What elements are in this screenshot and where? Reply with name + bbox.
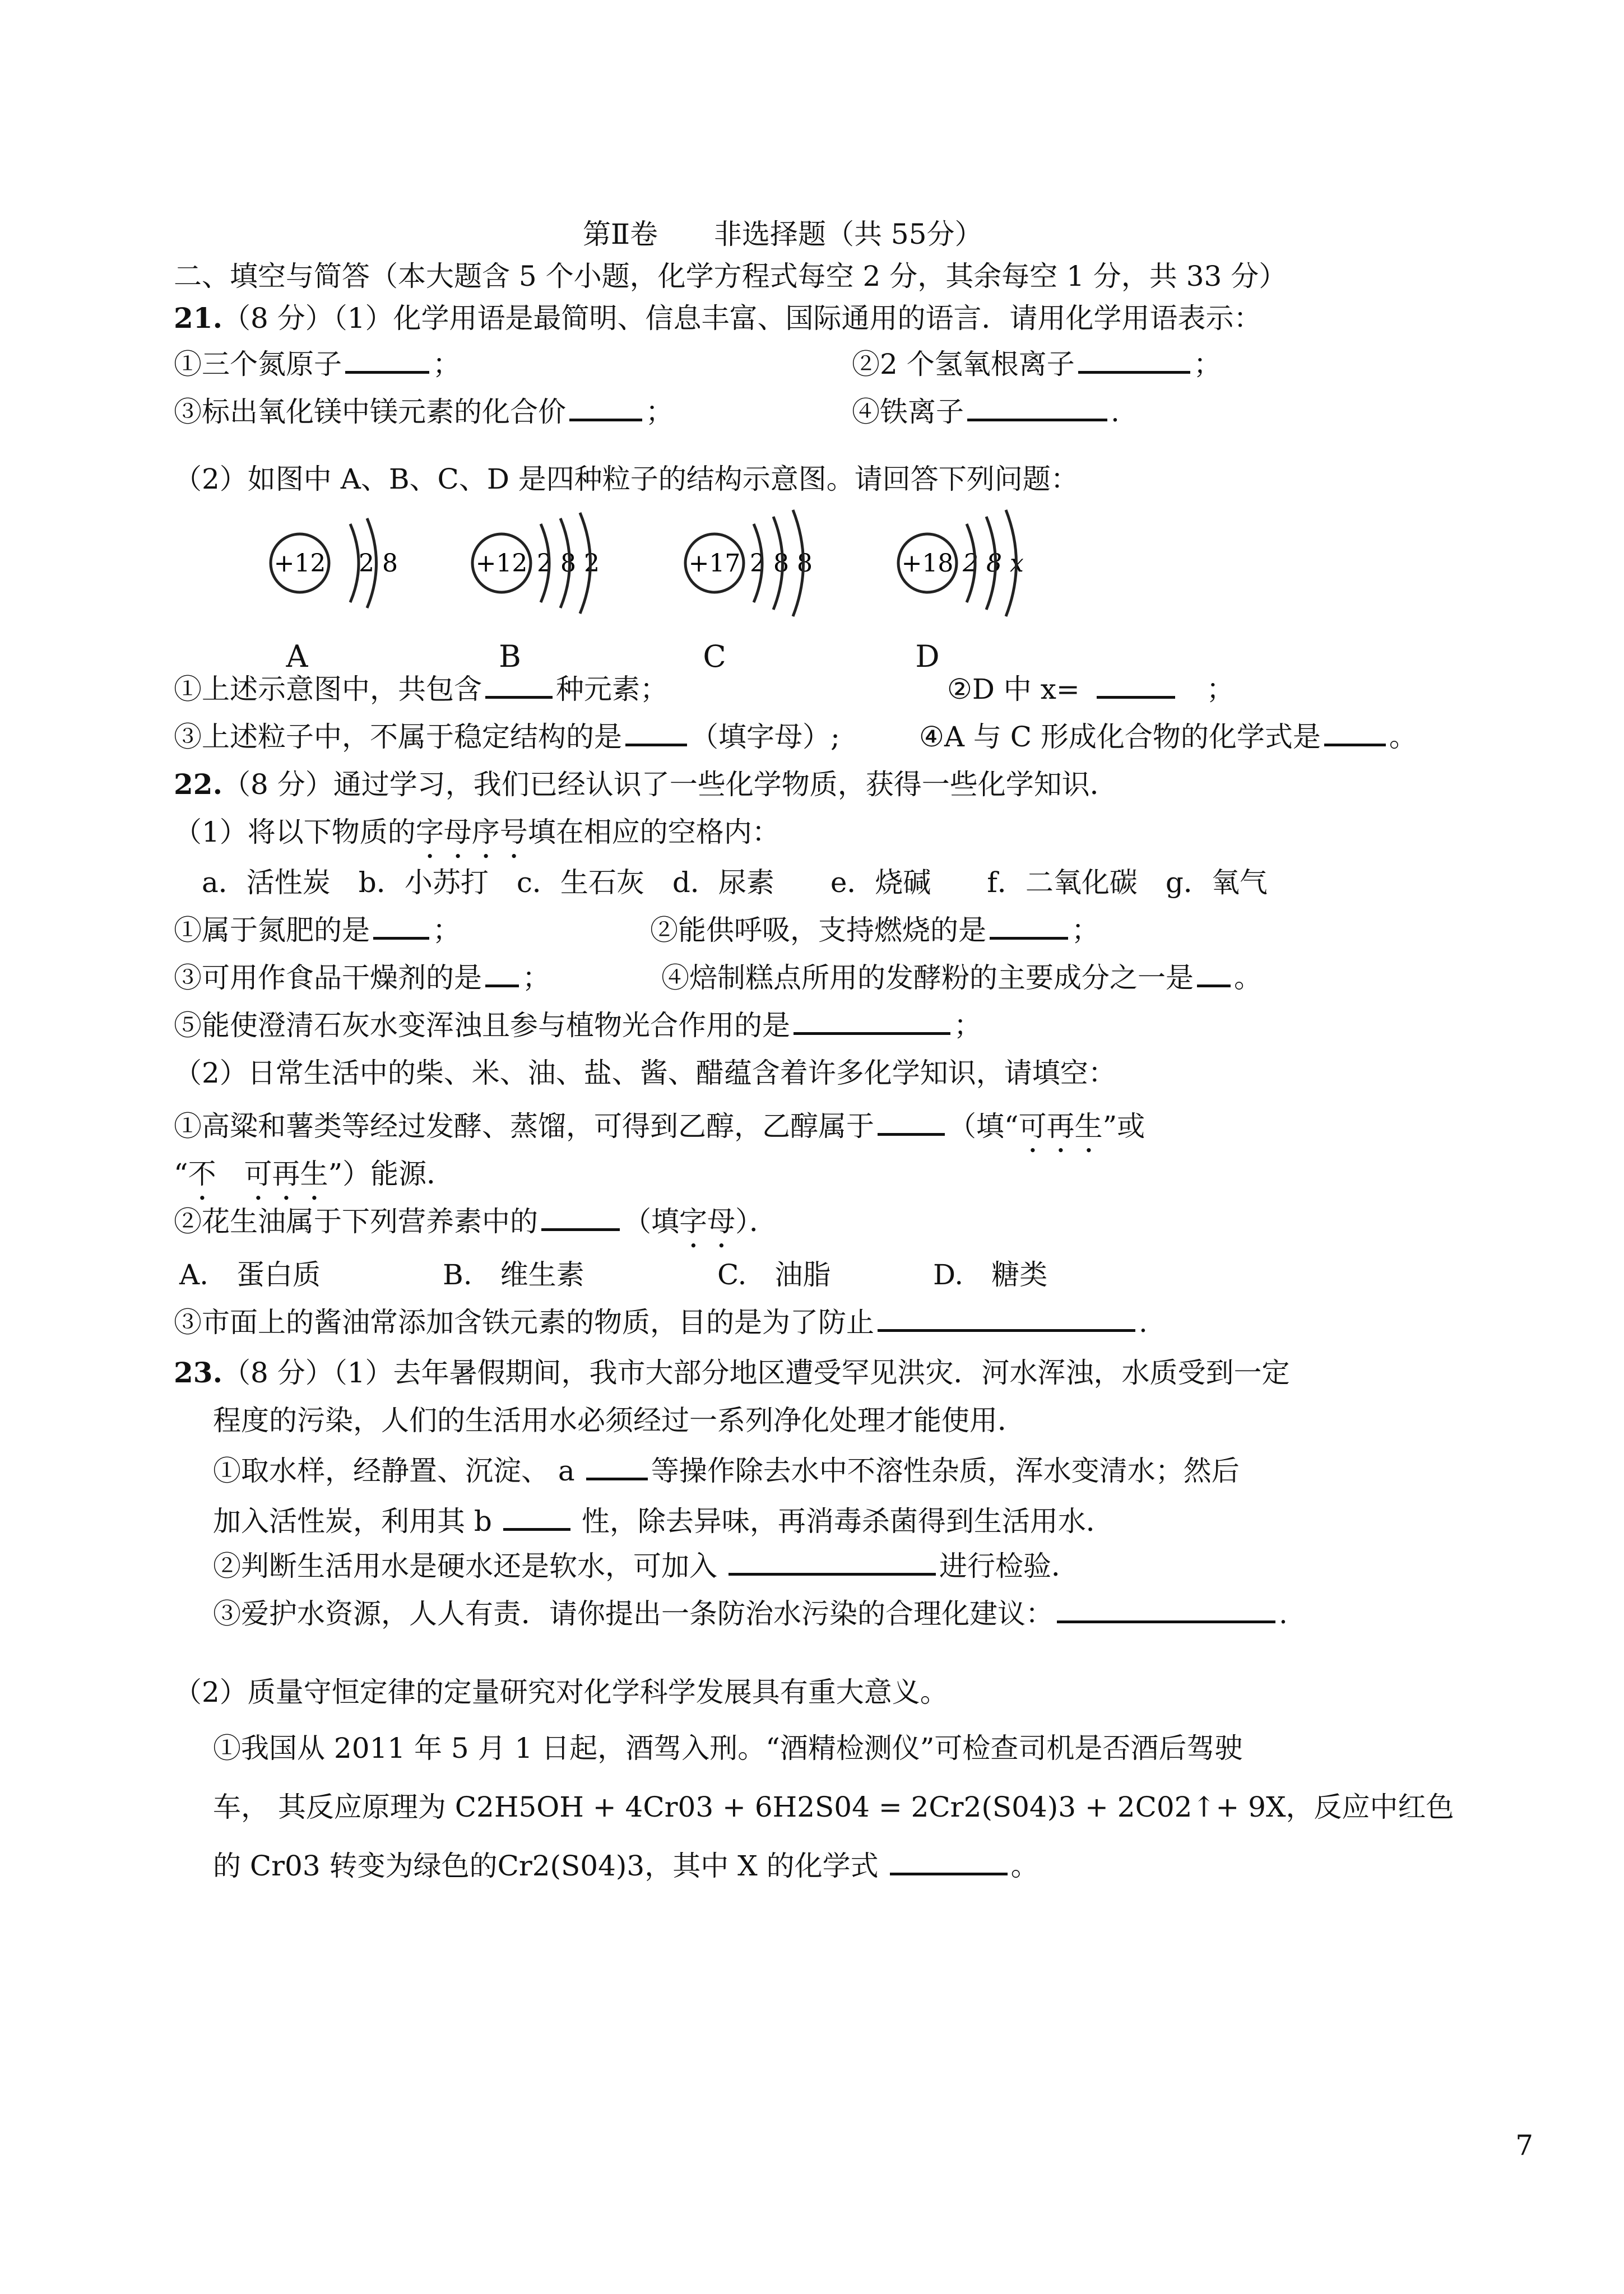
- q22-intro-text: （8 分）通过学习，我们已经认识了一些化学物质，获得一些化学知识．: [222, 768, 1118, 801]
- atom-b-label: B: [499, 639, 521, 674]
- q23-item-2-a: ②判断生活用水是硬水还是软水，可加入: [213, 1550, 717, 1582]
- q23-intro-text: （8 分）（1）去年暑假期间，我市大部分地区遭受罕见洪灾．河水浑浊，水质受到一定: [222, 1357, 1290, 1389]
- q21-part2-intro: （2）如图中 A、B、C、D 是四种粒子的结构示意图。请回答下列问题：: [174, 463, 1079, 495]
- q22-item-2-text: ②能供呼吸，支持燃烧的是: [650, 914, 986, 946]
- q23-item-1-cont: [213, 1502, 1114, 1541]
- q21-sub-2: ②D 中 x= ；: [947, 670, 1235, 709]
- answer-blank[interactable]: [485, 670, 553, 699]
- q21-item-2-text: ②2 个氢氧根离子: [852, 348, 1075, 380]
- answer-blank[interactable]: [1057, 1595, 1275, 1623]
- atom-diagram-d: [874, 493, 1110, 672]
- q22-part2-item-2: [174, 1202, 777, 1254]
- atom-d-label: D: [915, 639, 940, 674]
- q23-item-1-c: 加入活性炭，利用其 b: [213, 1505, 492, 1538]
- q21-sub-4-text: ④A 与 C 形成化合物的化学式是: [919, 721, 1321, 753]
- atom-c-label: C: [703, 639, 726, 674]
- q21-item-3: ③标出氧化镁中镁元素的化合价 ；: [174, 392, 674, 431]
- q23-item-1-a: ①取水样，经静置、沉淀、 a: [213, 1455, 575, 1487]
- q22-part2-item-3: ③市面上的酱油常添加含铁元素的物质，目的是为了防止 .: [174, 1303, 1148, 1342]
- q23-part2-item-1: ①我国从 2011 年 5 月 1 日起，酒驾入刑。“酒精检测仪”可检查司机是否酒后驾驶: [213, 1732, 1243, 1764]
- q22-nutrient-b: B. 维生素: [443, 1259, 584, 1291]
- q21-sub-3-text: ③上述粒子中，不属于稳定结构的是: [174, 721, 622, 753]
- q23-part2: （2）质量守恒定律的定量研究对化学科学发展具有重大意义。: [174, 1676, 948, 1708]
- page-number: 7: [1515, 2129, 1533, 2162]
- q23-part2-item-1-equation: 车， 其反应原理为 C2H5OH + 4Cr03 + 6H2S04 = 2Cr2(S04)3 + 2C02↑+ 9X，反应中红色: [213, 1791, 1454, 1823]
- atom-b-svg: [448, 499, 684, 628]
- q22-item-4-text: ④焙制糕点所用的发酵粉的主要成分之一是: [661, 962, 1194, 994]
- section-title: 第Ⅱ卷 非选择题（共 55分）: [583, 218, 983, 250]
- q21-sub-1-text: ①上述示意图中，共包含: [174, 673, 482, 705]
- q22-item-3: ③可用作食品干燥剂的是 ；: [174, 958, 550, 997]
- q22-part2-item-1-a: ①高粱和薯类等经过发酵、蒸馏，可得到乙醇，乙醇属于: [174, 1110, 874, 1143]
- q22-item-1-text: ①属于氮肥的是: [174, 914, 370, 946]
- answer-blank[interactable]: [967, 393, 1107, 421]
- q21-intro: [174, 299, 1262, 338]
- q21-item-1-text: ①三个氮原子: [174, 348, 342, 380]
- q21-item-3-text: ③标出氧化镁中镁元素的化合价: [174, 396, 566, 428]
- q22-item-3-text: ③可用作食品干燥剂的是: [174, 962, 482, 994]
- q21-sub-2-text: ②D 中 x=: [947, 673, 1080, 705]
- atom-a-label: A: [286, 639, 308, 674]
- q22-part2-item-3-text: ③市面上的酱油常添加含铁元素的物质，目的是为了防止: [174, 1306, 874, 1339]
- atom-a-svg: [247, 499, 482, 628]
- q22-part2-item-2-em: 字母: [679, 1205, 735, 1238]
- answer-blank[interactable]: [625, 718, 687, 746]
- q23-item-1-b: 等操作除去水中不溶性杂质，浑水变清水；然后: [651, 1455, 1240, 1487]
- answer-blank[interactable]: [503, 1502, 570, 1531]
- q22-part1: [174, 812, 780, 865]
- answer-blank[interactable]: [345, 345, 429, 374]
- q22-item-4: ④焙制糕点所用的发酵粉的主要成分之一是 。: [661, 958, 1262, 997]
- atom-c-svg: [661, 493, 897, 628]
- q23-intro: [174, 1353, 1290, 1392]
- atom-diagram-a: [247, 499, 482, 678]
- q22-nutrient-d: D. 糖类: [933, 1259, 1048, 1291]
- atom-b-shells: 2 8 2: [537, 549, 600, 578]
- q21-intro-text: （8 分）（1）化学用语是最简明、信息丰富、国际通用的语言．请用化学用语表示：: [222, 302, 1262, 335]
- answer-blank[interactable]: [878, 1107, 945, 1136]
- answer-blank[interactable]: [541, 1202, 620, 1231]
- q22-part2-item-1-b: （填“: [948, 1110, 1019, 1143]
- atom-diagram-c: [661, 493, 897, 672]
- q22-part2-item-1-cont: [174, 1154, 454, 1206]
- atom-d-shells: 2 8 x: [963, 549, 1024, 578]
- q22-item-5: ⑤能使澄清石灰水变浑浊且参与植物光合作用的是 ；: [174, 1006, 982, 1045]
- part-title: 二、填空与简答（本大题含 5 个小题，化学方程式每空 2 分，其余每空 1 分，共 33 分）: [174, 260, 1287, 292]
- q23-number: 23.: [174, 1356, 222, 1389]
- q22-intro: [174, 765, 1118, 804]
- atom-d-svg: [874, 493, 1110, 628]
- answer-blank[interactable]: [373, 911, 429, 940]
- q22-nutrient-c: C. 油脂: [717, 1259, 831, 1291]
- q23-item-3: ③爱护水资源，人人有责．请你提出一条防治水污染的合理化建议： .: [213, 1594, 1288, 1633]
- q21-item-4-text: ④铁离子: [852, 396, 964, 428]
- q22-item-5-text: ⑤能使澄清石灰水变浑浊且参与植物光合作用的是: [174, 1009, 790, 1042]
- q22-part2-item-2-c: ）．: [735, 1205, 777, 1238]
- q22-part2-item-1: [174, 1107, 1145, 1159]
- q23-item-3-text: ③爱护水资源，人人有责．请你提出一条防治水污染的合理化建议：: [213, 1598, 1054, 1630]
- answer-blank[interactable]: [794, 1006, 950, 1035]
- q22-part2-item-1-d: “: [174, 1158, 188, 1190]
- atom-a-shells: 2 8: [359, 549, 398, 578]
- answer-blank[interactable]: [1097, 670, 1175, 699]
- q22-number: 22.: [174, 768, 222, 801]
- q22-item-2: ②能供呼吸，支持燃烧的是 ；: [650, 911, 1099, 950]
- q22-part2-item-2-b: （填: [623, 1205, 679, 1238]
- q21-number: 21.: [174, 301, 222, 335]
- q21-sub-1-tail: 种元素；: [556, 673, 668, 705]
- q22-part1-emphasis: 字母序号: [415, 816, 528, 848]
- q23-item-2: [213, 1547, 1079, 1586]
- q22-nutrient-a: A. 蛋白质: [179, 1259, 321, 1291]
- atom-c-shells: 2 8 8: [750, 549, 813, 578]
- q21-sub-3-tail: （填字母）;: [690, 721, 840, 753]
- answer-blank[interactable]: [1324, 718, 1386, 746]
- answer-blank[interactable]: [485, 959, 519, 987]
- q23-item-2-b: 进行检验．: [939, 1550, 1079, 1582]
- answer-blank[interactable]: [1197, 959, 1231, 987]
- q22-item-1: ①属于氮肥的是 ；: [174, 911, 461, 950]
- q23-part2-item-1-c: 的 Cr03 转变为绿色的Cr2(S04)3，其中 X 的化学式: [213, 1850, 879, 1882]
- q22-part2-item-1-em2: 不 可再生: [188, 1158, 328, 1190]
- q22-part2-item-1-em: 可再生: [1018, 1110, 1103, 1143]
- atom-c-nucleus: +17: [688, 549, 741, 578]
- q23-intro-cont: 程度的污染，人们的生活用水必须经过一系列净化处理才能使用．: [213, 1404, 1026, 1437]
- answer-blank[interactable]: [729, 1547, 936, 1576]
- q22-part2-item-1-c: ”或: [1102, 1110, 1145, 1143]
- q21-sub-3: [174, 717, 840, 756]
- answer-blank[interactable]: [1078, 345, 1190, 374]
- q21-sub-4: ④A 与 C 形成化合物的化学式是 。: [919, 717, 1417, 756]
- q22-part1-a: （1）将以下物质的: [174, 816, 416, 848]
- atom-diagram-b: [448, 499, 684, 678]
- q23-item-1-d: 性，除去异味，再消毒杀菌得到生活用水．: [581, 1505, 1114, 1538]
- answer-blank[interactable]: [569, 393, 642, 421]
- q22-part2: （2）日常生活中的柴、米、油、盐、酱、醋蕴含着许多化学知识，请填空：: [174, 1057, 1116, 1089]
- q21-sub-1: [174, 670, 668, 709]
- answer-blank[interactable]: [878, 1303, 1135, 1332]
- atom-a-nucleus: +12: [273, 549, 326, 578]
- atom-d-nucleus: +18: [901, 549, 954, 578]
- answer-blank[interactable]: [890, 1847, 1008, 1875]
- q22-part1-b: 填在相应的空格内：: [527, 816, 780, 848]
- atom-b-nucleus: +12: [475, 549, 528, 578]
- q22-options: a．活性炭 b．小苏打 c．生石灰 d．尿素 e．烧碱 f．二氧化碳 g．氧气: [202, 866, 1268, 899]
- q21-item-2: ②2 个氢氧根离子 ；: [852, 345, 1222, 384]
- answer-blank[interactable]: [990, 911, 1068, 940]
- answer-blank[interactable]: [586, 1452, 648, 1480]
- q22-part2-item-1-e: ”）能源．: [328, 1158, 455, 1190]
- q22-part2-item-2-a: ②花生油属于下列营养素中的: [174, 1205, 538, 1238]
- q23-part2-item-1-end: 的 Cr03 转变为绿色的Cr2(S04)3，其中 X 的化学式 。: [213, 1846, 1039, 1886]
- q23-item-1: [213, 1451, 1240, 1490]
- q21-item-1: ①三个氮原子 ；: [174, 345, 461, 384]
- q21-item-4: ④铁离子 .: [852, 392, 1120, 431]
